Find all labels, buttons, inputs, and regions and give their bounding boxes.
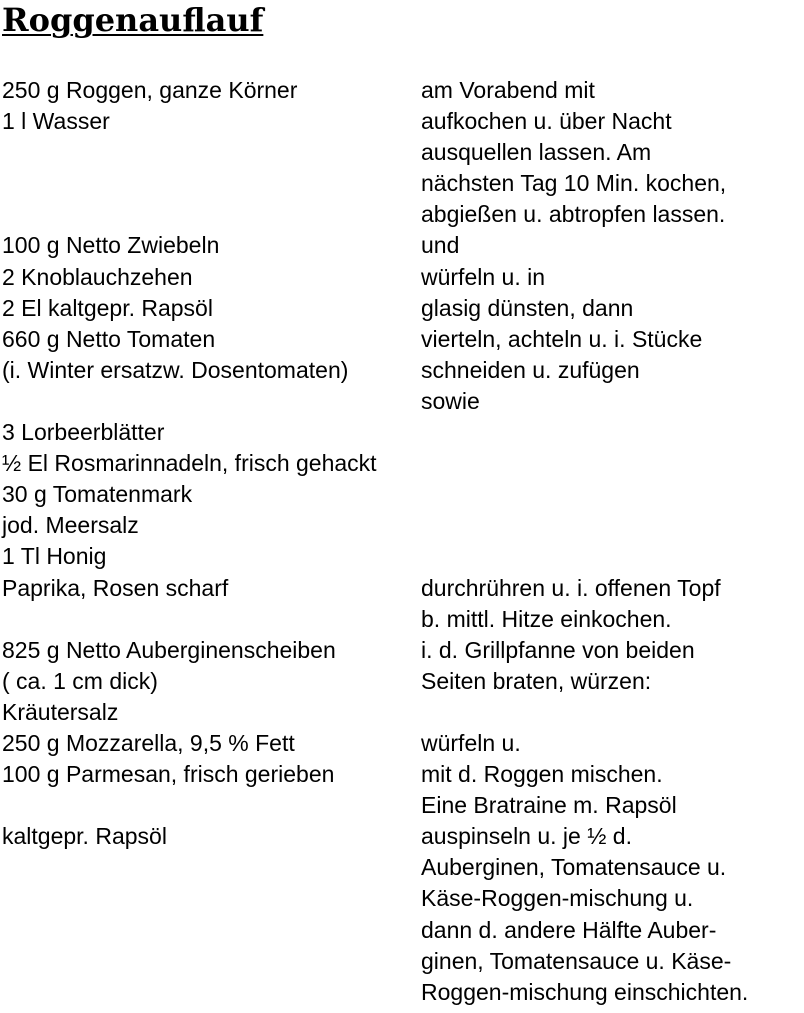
instruction-text: ginen, Tomatensauce u. Käse- — [421, 947, 732, 974]
instruction-text: Käse-Roggen-mischung u. — [421, 885, 694, 912]
ingredient-text: 250 g Roggen, ganze Körner — [2, 77, 298, 103]
recipe-row — [2, 915, 804, 946]
ingredient-text: 2 Knoblauchzehen — [2, 263, 193, 290]
instruction-text: sowie — [421, 387, 480, 414]
instruction-text: würfeln u. — [421, 729, 521, 756]
ingredient-text: kaltgepr. Rapsöl — [2, 823, 167, 850]
recipe-row — [2, 293, 804, 324]
recipe-row — [2, 635, 804, 666]
instruction-text: Seiten braten, würzen: — [421, 667, 652, 694]
recipe-body — [2, 75, 804, 1008]
recipe-row — [2, 417, 804, 448]
ingredient-text: 660 g Netto Tomaten — [2, 325, 216, 352]
ingredient-text: 3 Lorbeerblätter — [2, 419, 165, 446]
recipe-row — [2, 106, 804, 137]
recipe-row — [2, 728, 804, 759]
recipe-row — [2, 137, 804, 168]
instruction-text: i. d. Grillpfanne von beiden — [421, 636, 695, 663]
ingredient-text: jod. Meersalz — [2, 512, 139, 539]
instruction-text: ausquellen lassen. Am — [421, 139, 652, 166]
instruction-text: Roggen-mischung einschichten. — [421, 978, 749, 1005]
ingredient-text: Paprika, Rosen scharf — [2, 574, 229, 601]
recipe-row — [2, 479, 804, 510]
instruction-text: würfeln u. in — [421, 263, 546, 290]
recipe-row — [2, 355, 804, 386]
instruction-text: am Vorabend mit — [421, 77, 595, 103]
recipe-row — [2, 262, 804, 293]
instruction-text: aufkochen u. über Nacht — [421, 108, 672, 135]
recipe-row — [2, 541, 804, 572]
instruction-text: nächsten Tag 10 Min. kochen, — [421, 170, 727, 197]
recipe-row — [2, 448, 804, 479]
recipe-row — [2, 852, 804, 883]
instruction-text: auspinseln u. je ½ d. — [421, 823, 632, 850]
ingredient-text: 30 g Tomatenmark — [2, 481, 193, 508]
ingredient-text: 1 Tl Honig — [2, 543, 107, 570]
instruction-text: mit d. Roggen mischen. — [421, 761, 663, 788]
instruction-text: b. mittl. Hitze einkochen. — [421, 605, 672, 632]
instruction-text: durchrühren u. i. offenen Topf — [421, 574, 721, 601]
recipe-row — [2, 666, 804, 697]
recipe-row — [2, 199, 804, 230]
instruction-text: schneiden u. zufügen — [421, 356, 640, 383]
recipe-row — [2, 759, 804, 790]
recipe-row — [2, 168, 804, 199]
ingredient-text: ( ca. 1 cm dick) — [2, 667, 158, 694]
recipe-row — [2, 821, 804, 852]
recipe-row — [2, 977, 804, 1008]
recipe-row — [2, 573, 804, 604]
ingredient-text: 2 El kaltgepr. Rapsöl — [2, 294, 213, 321]
recipe-row — [2, 324, 804, 355]
recipe-row — [2, 230, 804, 261]
ingredient-text: ½ El Rosmarinnadeln, frisch gehackt — [2, 450, 377, 477]
recipe-row — [2, 386, 804, 417]
recipe-row — [2, 75, 804, 106]
recipe-row — [2, 883, 804, 914]
recipe-row — [2, 946, 804, 977]
recipe-row — [2, 604, 804, 635]
instruction-text: und — [421, 232, 460, 259]
recipe-row — [2, 510, 804, 541]
ingredient-text: 100 g Netto Zwiebeln — [2, 232, 220, 259]
ingredient-text: (i. Winter ersatzw. Dosentomaten) — [2, 356, 349, 383]
recipe-row — [2, 697, 804, 728]
instruction-text: dann d. andere Hälfte Auber- — [421, 916, 717, 943]
ingredient-text: 250 g Mozzarella, 9,5 % Fett — [2, 729, 295, 756]
ingredient-text: 100 g Parmesan, frisch gerieben — [2, 761, 335, 788]
instruction-text: Auberginen, Tomatensauce u. — [421, 854, 727, 881]
instruction-text: Eine Bratraine m. Rapsöl — [421, 792, 677, 819]
instruction-text: glasig dünsten, dann — [421, 294, 634, 321]
recipe-title: Roggenauflauf — [2, 1, 264, 39]
ingredient-text: Kräutersalz — [2, 698, 119, 725]
instruction-text: abgießen u. abtropfen lassen. — [421, 201, 726, 228]
instruction-text: vierteln, achteln u. i. Stücke — [421, 325, 703, 352]
ingredient-text: 1 l Wasser — [2, 108, 110, 135]
ingredient-text: 825 g Netto Auberginenscheiben — [2, 636, 336, 663]
recipe-row — [2, 790, 804, 821]
